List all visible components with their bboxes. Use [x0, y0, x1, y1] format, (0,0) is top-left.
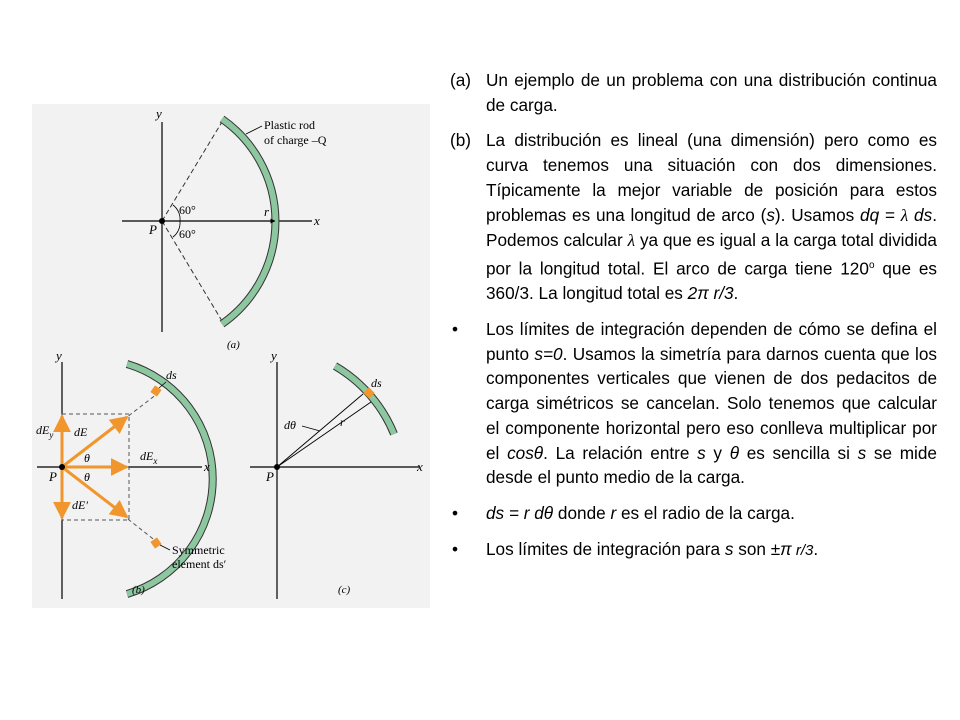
panel-c-dtheta-label: dθ — [284, 418, 296, 432]
panel-c-point-p — [274, 464, 280, 470]
panel-a-y-label: y — [156, 106, 162, 121]
panel-b-dEx-label: $dE_x$ — [140, 449, 158, 466]
panel-a-p-label: P — [149, 222, 157, 237]
item-b-text: La distribución es lineal (una dimensión) pero como es curva tenemos una situación con dos dimensiones. Típicamente la mejor variable de posición para estos problemas es una longitud de arco (s). Usamos dq = λ ds. Podemos calcular λ ya que es igual a la carga total dividida por la longitud total. El arco de carga tiene 120$^o$ que es 360/3. La longitud total es 2π r/3. — [486, 130, 937, 304]
bullet-limits-text: Los límites de integración dependen de cómo se defina el punto s=0. Usamos la simetría para darnos cuenta que los componentes verticales que vienen de dos pedacitos de carga simétricos se cancelan. Solo tenemos que calcular el componente horizontal pero eso conlleva multiplicar por el cosθ. La relación entre s y θ es sencilla si s se mide desde el punto medio de la carga. — [486, 319, 937, 488]
item-b-marker: (b) — [450, 130, 472, 151]
panel-c-r-label: r — [340, 415, 345, 429]
panel-b-dE-label: dE — [74, 425, 88, 439]
panel-a-angle-down: 60° — [179, 227, 196, 241]
panel-b-sym-label-1: Symmetric — [172, 543, 225, 557]
panel-b — [36, 348, 227, 599]
panel-b-point-p — [59, 464, 65, 470]
panel-b-dEy-label: $dE_y$ — [36, 423, 54, 440]
panel-b-sym-pointer — [160, 545, 170, 550]
bullet-marker-3: • — [452, 538, 459, 559]
panel-b-dEprime-label: dE′ — [72, 498, 88, 512]
panel-a-r-label: r — [264, 204, 270, 219]
panel-a-rod-label-1: Plastic rod — [264, 118, 315, 132]
panel-c-ds-label: ds — [371, 376, 382, 390]
item-a-text: Un ejemplo de un problema con una distribución continua de carga. — [486, 70, 937, 115]
panel-b-p-label: P — [49, 469, 57, 484]
bullet-marker-1: • — [452, 319, 459, 340]
bullet-ds — [450, 501, 937, 526]
figure-svg — [32, 104, 430, 608]
panel-a-angle-up: 60° — [179, 203, 196, 217]
panel-c-p-label: P — [266, 469, 274, 484]
panel-a — [122, 106, 327, 351]
panel-b-caption: (b) — [132, 584, 145, 596]
panel-c-line-2 — [277, 402, 371, 467]
panel-b-sym-label-2: element ds′ — [172, 557, 227, 571]
bullet-limits — [450, 317, 937, 490]
panel-b-dE-arrow — [62, 417, 127, 467]
panel-a-point-p — [159, 218, 165, 224]
bullet-marker-2: • — [452, 502, 459, 523]
panel-b-ds-label: ds — [166, 368, 177, 382]
panel-c-dtheta-pointer — [302, 426, 320, 431]
panel-a-rod-pointer — [246, 126, 262, 134]
panel-b-x-label: x — [204, 459, 210, 474]
physics-figure — [32, 104, 430, 608]
panel-a-x-label: x — [314, 213, 320, 228]
bullet-integration-text: Los límites de integración para s son ±π r/3. — [486, 538, 819, 559]
bullet-integration — [450, 537, 937, 564]
panel-c-x-label: x — [417, 459, 423, 474]
panel-b-ds-prime-segment — [150, 537, 161, 548]
panel-c-y-label: y — [271, 348, 277, 363]
panel-c — [250, 348, 423, 599]
item-a — [450, 68, 937, 117]
item-a-marker: (a) — [450, 70, 472, 90]
panel-b-theta-up: θ — [84, 451, 90, 465]
panel-a-rod-label-2: of charge –Q — [264, 133, 327, 147]
panel-b-y-label: y — [56, 348, 62, 363]
panel-c-caption: (c) — [338, 584, 351, 596]
panel-a-caption: (a) — [227, 339, 240, 351]
item-b — [450, 128, 937, 306]
bullet-ds-text: ds = r dθ donde r es el radio de la carga. — [486, 502, 795, 523]
explanation-text — [450, 68, 937, 574]
panel-b-theta-down: θ — [84, 470, 90, 484]
